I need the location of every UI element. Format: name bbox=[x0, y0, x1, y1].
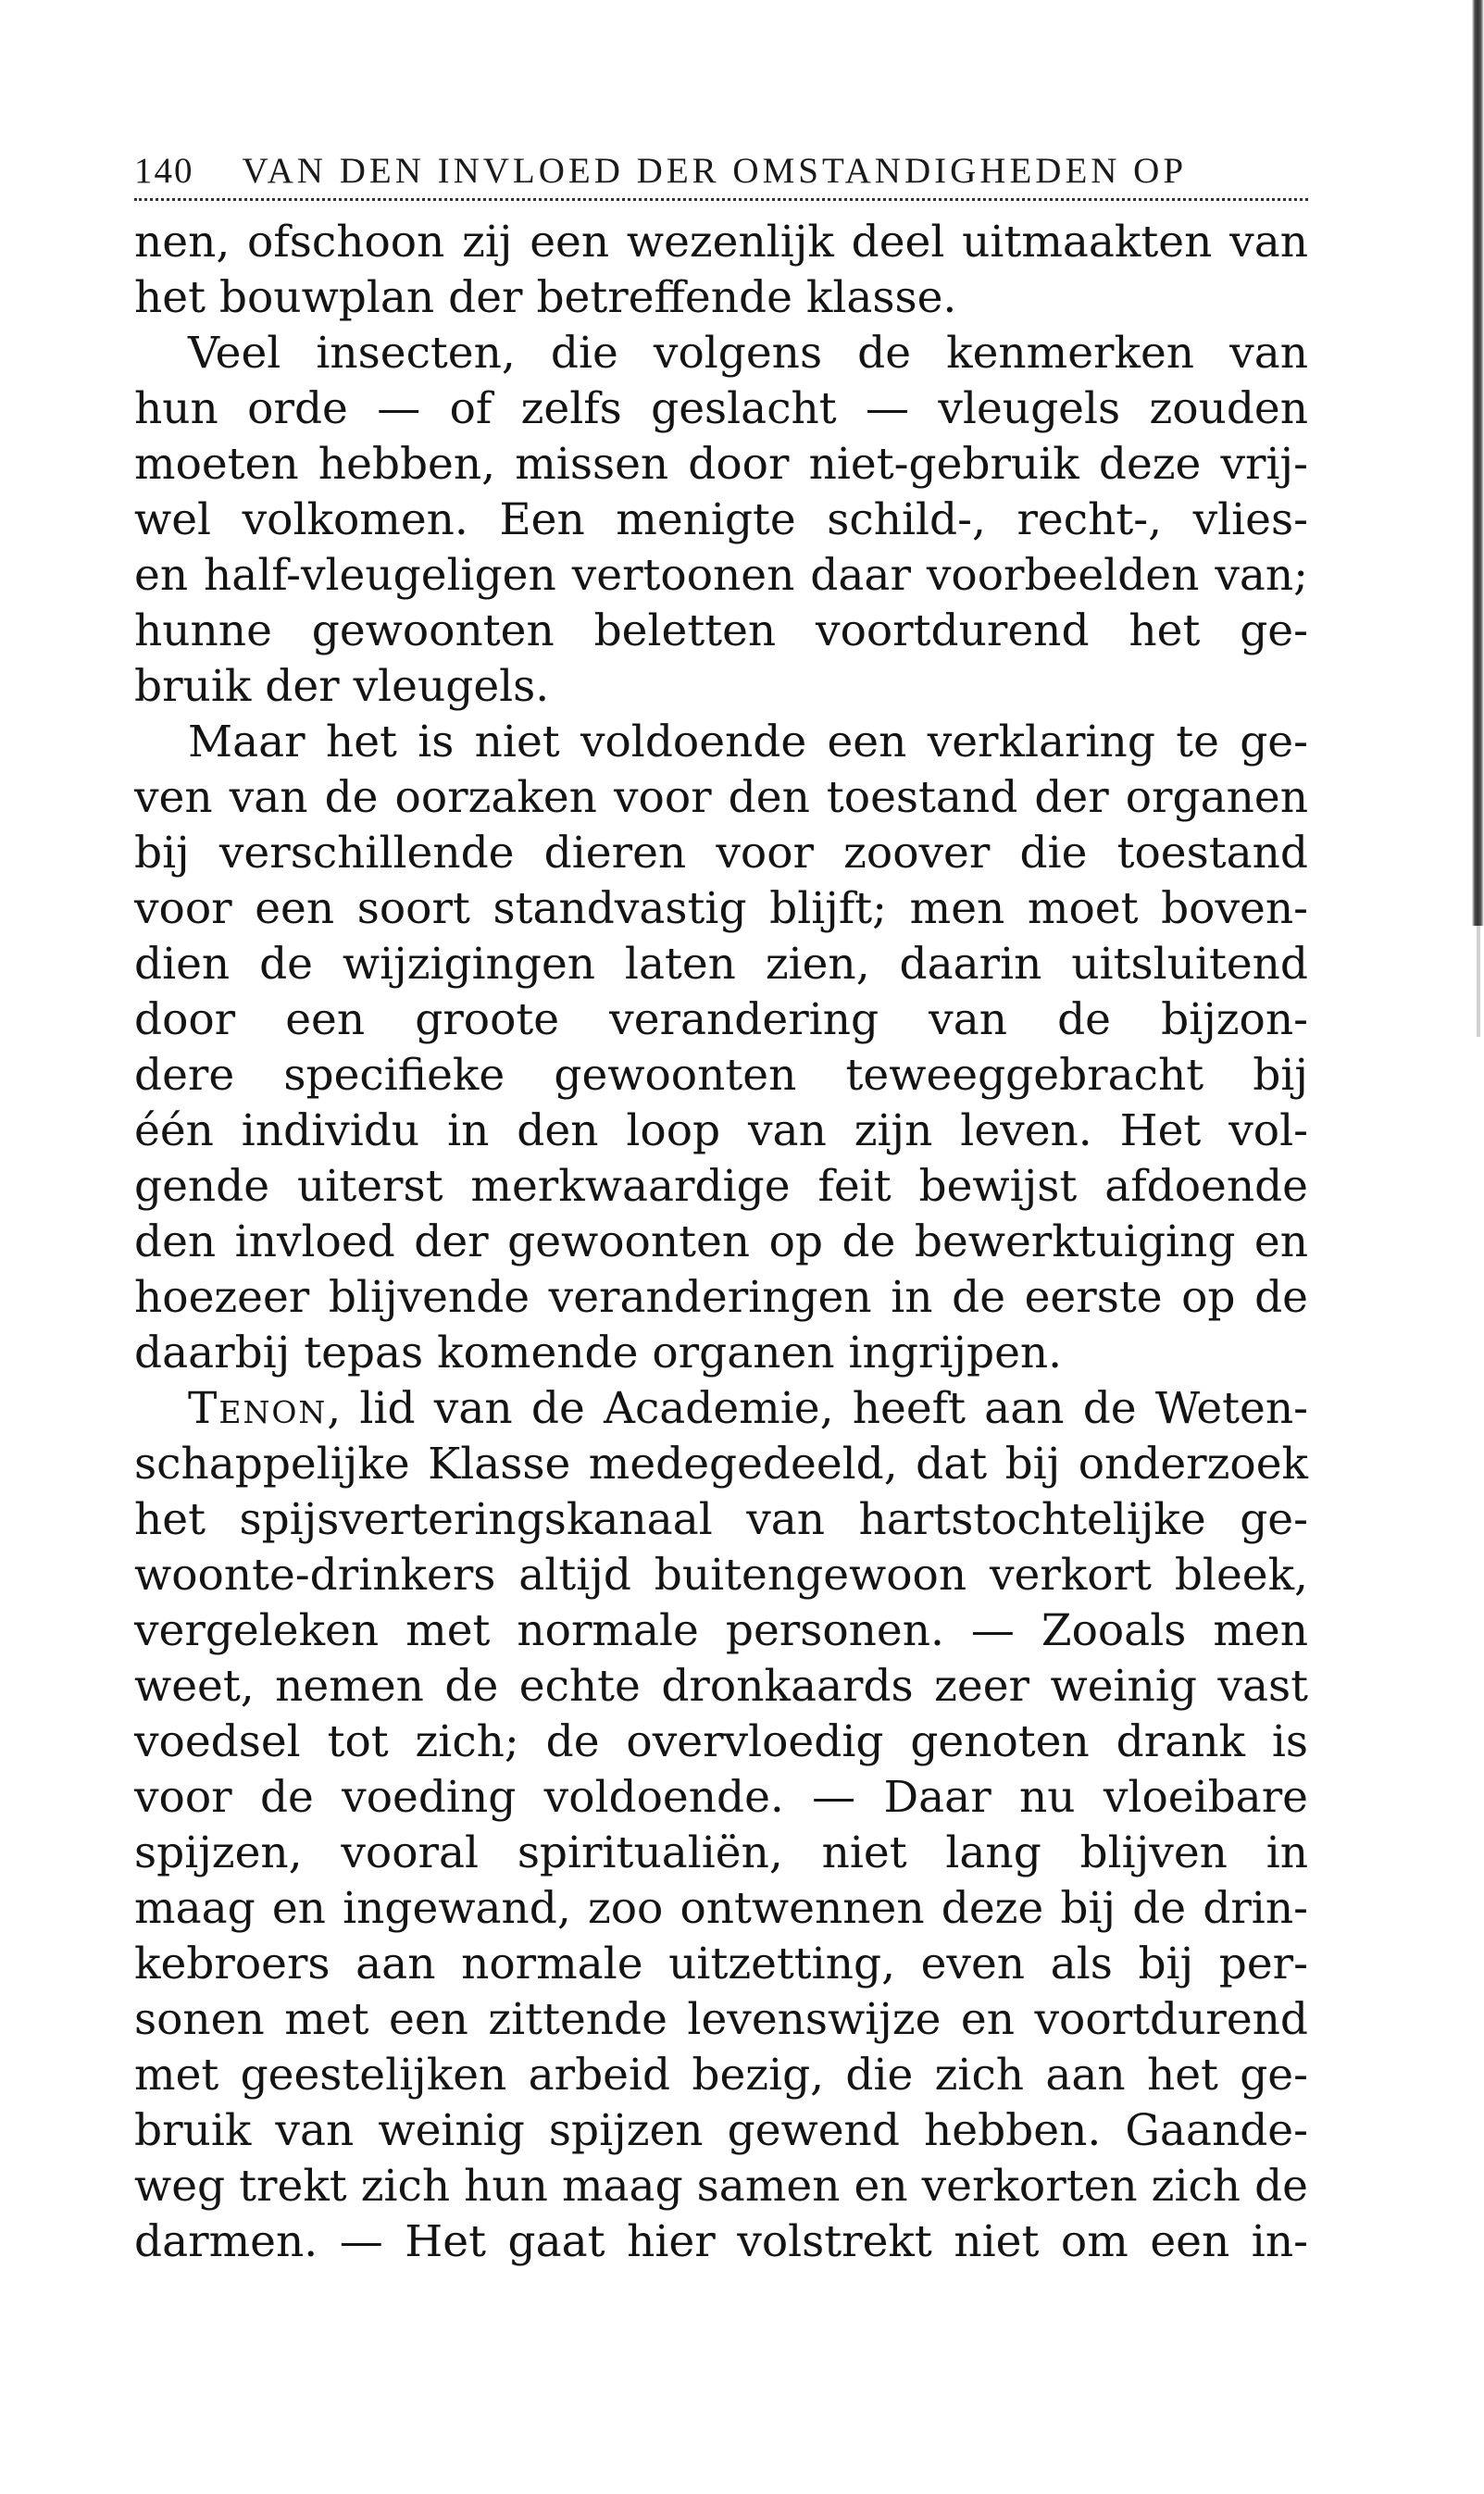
text-line: weet, nemen de echte dronkaards zeer weinig vast bbox=[134, 1661, 1308, 1712]
text-line: bij verschillende dieren voor zoover die toestand bbox=[134, 828, 1308, 879]
text-line: voedsel tot zich; de overvloedig genoten drank is bbox=[134, 1716, 1308, 1767]
author-name: Tenon bbox=[188, 1383, 328, 1434]
text-line: kebroers aan normale uitzetting, even als bij per- bbox=[134, 1939, 1308, 1989]
text-line: sonen met een zittende levenswijze en voortdurend bbox=[134, 1994, 1308, 2045]
body-text bbox=[134, 215, 1308, 2270]
text-line: den invloed der gewoonten op de bewerktuiging en bbox=[134, 1216, 1308, 1267]
text-line: hunne gewoonten beletten voortdurend het ge- bbox=[134, 605, 1308, 656]
text-line bbox=[134, 1381, 1308, 1437]
text-line: hun orde — of zelfs geslacht — vleugels zouden bbox=[134, 383, 1308, 434]
page-number: 140 bbox=[134, 151, 194, 191]
text-line: met geestelijken arbeid bezig, die zich aan het ge- bbox=[134, 2050, 1308, 2101]
text-line: bruik der vleugels. bbox=[134, 661, 550, 712]
paragraph-1 bbox=[134, 215, 1308, 326]
text-line: moeten hebben, missen door niet-gebruik deze vrij- bbox=[134, 439, 1308, 490]
page-edge-mark bbox=[1477, 926, 1480, 1037]
page-edge-shadow bbox=[1464, 0, 1484, 926]
running-head-rule bbox=[134, 198, 1308, 201]
paragraph-3 bbox=[134, 715, 1308, 1381]
text-line: dien de wijzigingen laten zien, daarin uitsluitend bbox=[134, 939, 1308, 990]
paragraph-4 bbox=[134, 1381, 1308, 2270]
text-line: nen, ofschoon zij een wezenlijk deel uitmaakten van bbox=[134, 217, 1308, 268]
text-line: één individu in den loop van zijn leven. Het vol- bbox=[134, 1105, 1308, 1156]
text-line: maag en ingewand, zoo ontwennen deze bij de drin- bbox=[134, 1883, 1308, 1934]
text-line: gende uiterst merkwaardige feit bewijst afdoende bbox=[134, 1161, 1308, 1212]
running-title: VAN DEN INVLOED DER OMSTANDIGHEDEN OP bbox=[242, 151, 1188, 191]
text-line: door een groote verandering van de bijzon- bbox=[134, 994, 1308, 1045]
text-line: bruik van weinig spijzen gewend hebben. Gaande- bbox=[134, 2105, 1308, 2156]
text-line: voor een soort standvastig blijft; men moet boven- bbox=[134, 883, 1308, 934]
text-line: Veel insecten, die volgens de kenmerken van bbox=[188, 328, 1308, 379]
text-line: dere specifieke gewoonten teweeggebracht bij bbox=[134, 1050, 1308, 1101]
text-line: het spijsverteringskanaal van hartstochtelijke ge- bbox=[134, 1494, 1308, 1545]
text-line: woonte-drinkers altijd buitengewoon verkort bleek, bbox=[134, 1550, 1308, 1601]
text-line: Maar het is niet voldoende een verklaring te ge- bbox=[188, 717, 1308, 767]
text-line: daarbij tepas komende organen ingrijpen. bbox=[134, 1328, 1063, 1378]
text-line: en half-vleugeligen vertoonen daar voorbeelden van; bbox=[134, 550, 1308, 601]
text-line: hoezeer blijvende veranderingen in de eerste op de bbox=[134, 1272, 1308, 1323]
text-line: voor de voeding voldoende. — Daar nu vloeibare bbox=[134, 1772, 1308, 1823]
text-line-rest: , lid van de Academie, heeft aan de Weten- bbox=[327, 1383, 1308, 1434]
text-line: darmen. — Het gaat hier volstrekt niet om een in- bbox=[134, 2216, 1308, 2267]
text-line: vergeleken met normale personen. — Zooals men bbox=[134, 1605, 1308, 1656]
text-line: wel volkomen. Een menigte schild-, recht-, vlies- bbox=[134, 494, 1308, 545]
text-line: het bouwplan der betreffende klasse. bbox=[134, 272, 957, 323]
text-line: weg trekt zich hun maag samen en verkorten zich de bbox=[134, 2161, 1308, 2212]
text-line: ven van de oorzaken voor den toestand der organen bbox=[134, 772, 1308, 823]
text-line: schappelijke Klasse medegedeeld, dat bij onderzoek bbox=[134, 1439, 1308, 1490]
text-line: spijzen, vooral spiritualiën, niet lang blijven in bbox=[134, 1827, 1308, 1878]
paragraph-2 bbox=[134, 326, 1308, 715]
running-head bbox=[134, 137, 1308, 189]
